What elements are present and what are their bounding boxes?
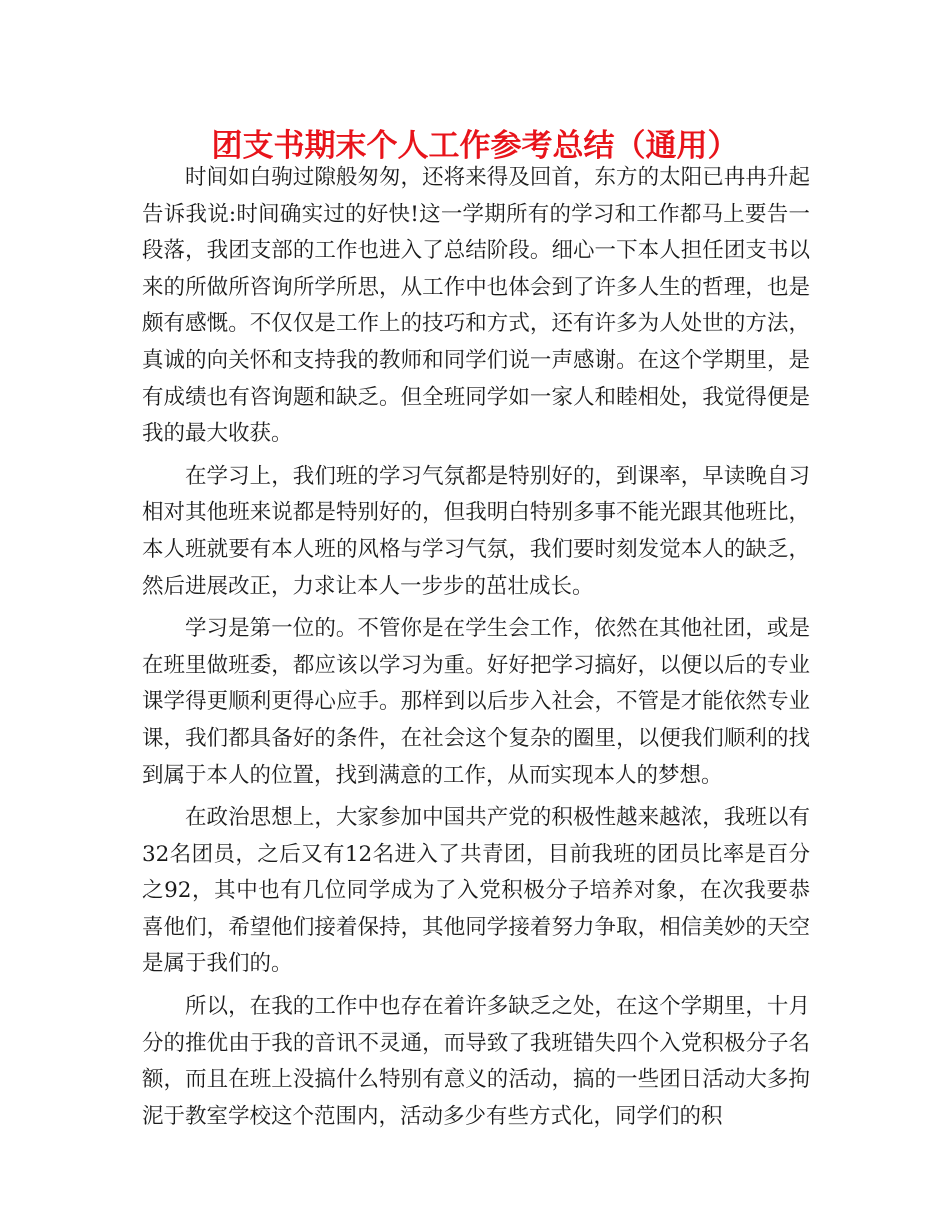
paragraph: 时间如白驹过隙般匆匆，还将来得及回首，东方的太阳已冉冉升起告诉我说:时间确实过的好快!这一学期所有的学习和工作都马上要告一段落，我团支部的工作也进入了总结阶段。细心一下本人担任团支书以来的所做所咨询所学所思，从工作中也体会到了许多人生的哲理，也是颇有感慨。不仅仅是工作上的技巧和方式，还有许多为人处世的方法，真诚的向关怀和支持我的教师和同学们说一声感谢。在这个学期里，是有成绩也有咨询题和缺乏。但全班同学如一家人和睦相处，我觉得便是我的最大收获。 xyxy=(142,165,810,447)
document-body xyxy=(142,160,810,1141)
paragraph: 在学习上，我们班的学习气氛都是特别好的，到课率，早读晚自习相对其他班来说都是特别好的，但我明白特别多事不能光跟其他班比，本人班就要有本人班的风格与学习气氛，我们要时刻发觉本人的缺乏，然后进展改正，力求让本人一步步的茁壮成长。 xyxy=(142,463,810,599)
paragraph: 所以，在我的工作中也存在着许多缺乏之处，在这个学期里，十月分的推优由于我的音讯不灵通，而导致了我班错失四个入党积极分子名额，而且在班上没搞什么特别有意义的活动，搞的一些团日活动大多拘泥于教室学校这个范围内，活动多少有些方式化，同学们的积 xyxy=(142,994,810,1129)
paragraph: 学习是第一位的。不管你是在学生会工作，依然在其他社团，或是在班里做班委，都应该以学习为重。好好把学习搞好，以便以后的专业课学得更顺利更得心应手。那样到以后步入社会，不管是才能依然专业课，我们都具备好的条件，在社会这个复杂的圈里，以便我们顺利的找到属于本人的位置，找到满意的工作，从而实现本人的梦想。 xyxy=(142,616,810,788)
paragraph: 在政治思想上，大家参加中国共产党的积极性越来越浓，我班以有32名团员，之后又有12名进入了共青团，目前我班的团员比率是百分之92，其中也有几位同学成为了入党积极分子培养对象，在次我要恭喜他们，希望他们接着保持，其他同学接着努力争取，相信美妙的天空是属于我们的。 xyxy=(142,805,810,977)
document-title: 团支书期末个人工作参考总结（通用） xyxy=(211,128,739,164)
